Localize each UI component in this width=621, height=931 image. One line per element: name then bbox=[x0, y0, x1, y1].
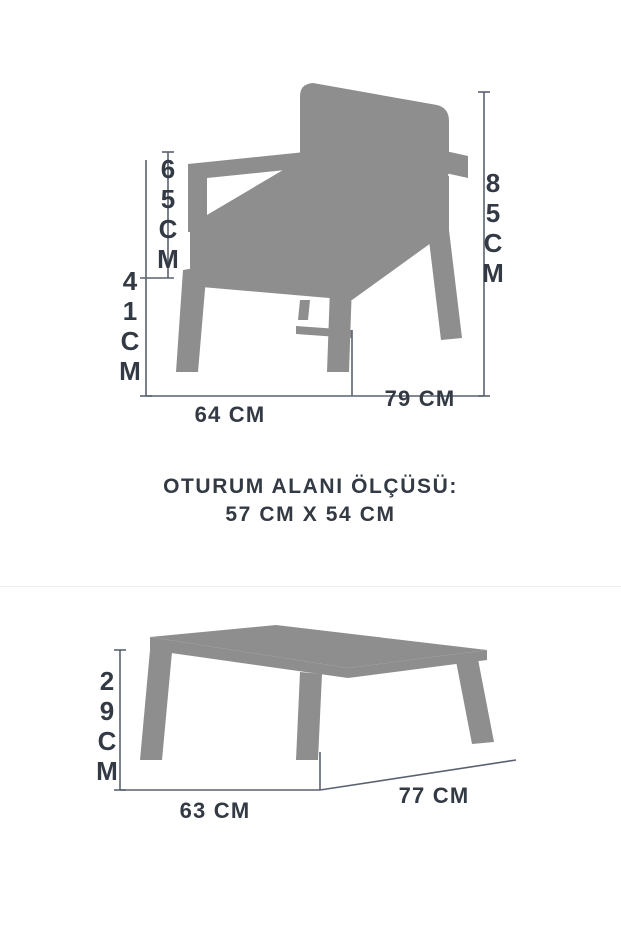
svg-text:5: 5 bbox=[485, 198, 501, 228]
seat-area-caption-line1: OTURUM ALANI ÖLÇÜSÜ: bbox=[163, 475, 458, 498]
chair-seat-height-label bbox=[119, 266, 141, 386]
chair-total-height-label bbox=[482, 168, 504, 288]
chair-width-label: 64 CM bbox=[194, 402, 266, 427]
svg-text:8: 8 bbox=[485, 168, 501, 198]
svg-text:5: 5 bbox=[160, 184, 176, 214]
table-height-label bbox=[96, 666, 118, 786]
chair-arm-height-label bbox=[157, 154, 179, 274]
svg-text:6: 6 bbox=[160, 154, 176, 184]
svg-text:M: M bbox=[157, 244, 179, 274]
section-divider bbox=[0, 586, 621, 587]
svg-text:1: 1 bbox=[122, 296, 138, 326]
svg-text:C: C bbox=[120, 326, 140, 356]
svg-text:C: C bbox=[483, 228, 503, 258]
svg-text:4: 4 bbox=[122, 266, 138, 296]
svg-text:C: C bbox=[97, 726, 117, 756]
svg-text:M: M bbox=[96, 756, 118, 786]
table-width-label: 63 CM bbox=[179, 798, 251, 823]
svg-text:9: 9 bbox=[99, 696, 115, 726]
chair-depth-label: 79 CM bbox=[384, 386, 456, 411]
svg-text:M: M bbox=[482, 258, 504, 288]
table-depth-label: 77 CM bbox=[398, 783, 470, 808]
armchair-shape bbox=[176, 83, 468, 372]
seat-area-caption-line2: 57 CM X 54 CM bbox=[225, 503, 396, 527]
seat-area-caption bbox=[0, 473, 621, 530]
svg-text:M: M bbox=[119, 356, 141, 386]
coffee-table-shape bbox=[140, 625, 494, 760]
svg-text:2: 2 bbox=[99, 666, 115, 696]
svg-text:C: C bbox=[158, 214, 178, 244]
